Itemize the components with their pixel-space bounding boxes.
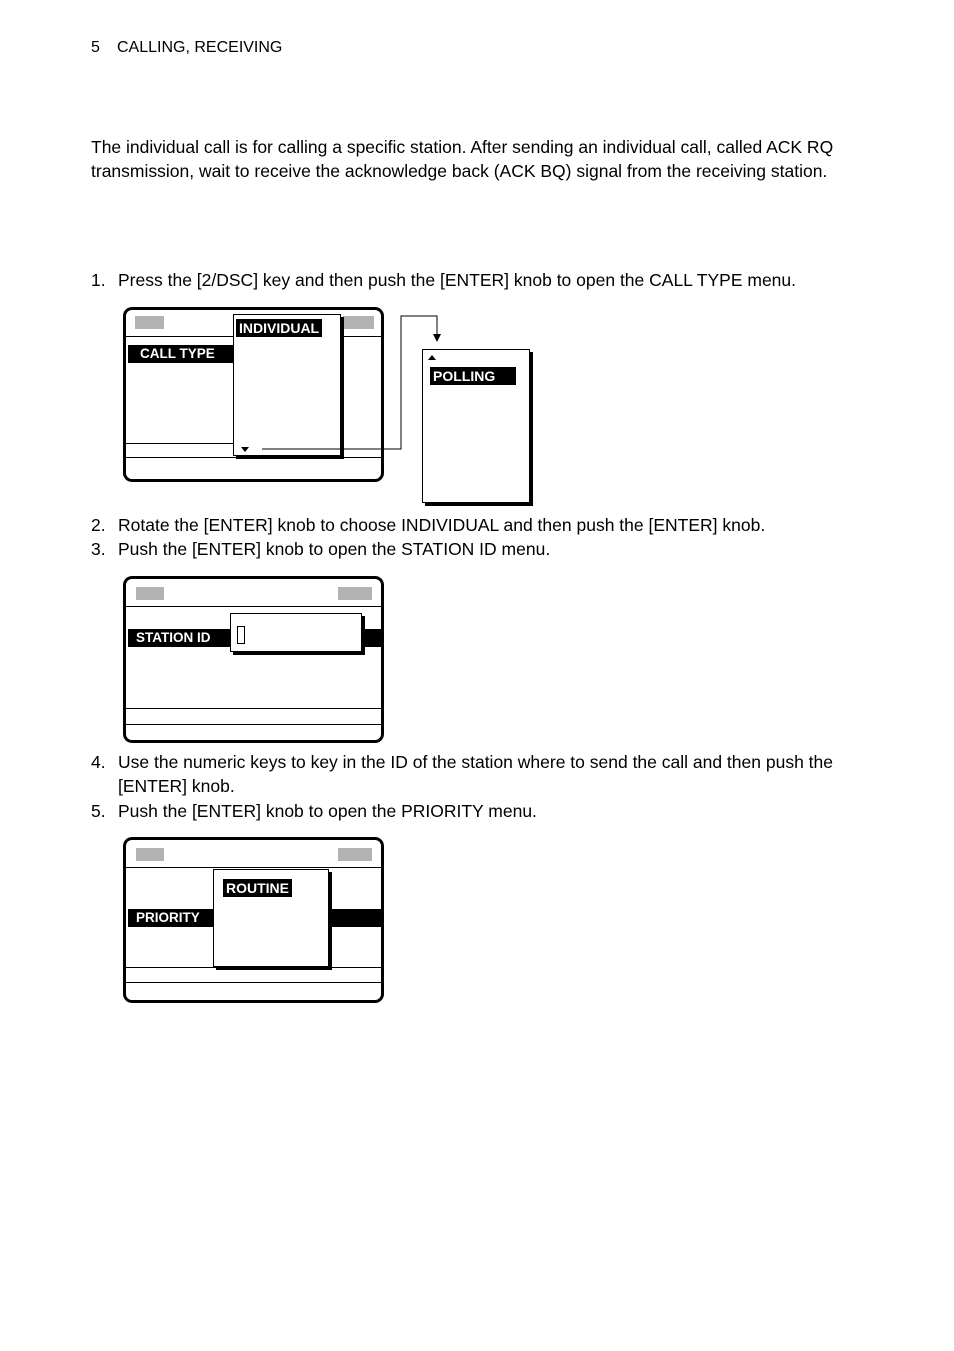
step-number: 2. — [91, 515, 106, 535]
step-number: 1. — [91, 270, 106, 290]
step-text: Press the [2/DSC] key and then push the [ENTER] knob to open the CALL TYPE menu. — [118, 270, 797, 290]
step-text: Use the numeric keys to key in the ID of the station where to send the call and then push the [ENTER] knob. — [118, 752, 833, 796]
divider — [126, 724, 381, 725]
page-header — [91, 39, 282, 57]
step-number: 3. — [91, 539, 106, 559]
priority-popup — [213, 869, 329, 967]
call-type-label: CALL TYPE — [128, 345, 236, 363]
divider — [126, 982, 381, 983]
menu-item-individual[interactable]: INDIVIDUAL — [236, 319, 322, 337]
status-tab-left — [136, 587, 164, 600]
divider — [126, 708, 381, 709]
step-text: Push the [ENTER] knob to open the PRIORITY menu. — [118, 801, 537, 821]
step-number: 5. — [91, 801, 106, 821]
intro-paragraph: The individual call is for calling a specific station. After sending an individual call, called ACK RQ transmission, wait to receive the acknowledge back (ACK BQ) signal from the receiving station. — [91, 137, 834, 181]
status-tab-left — [136, 848, 164, 861]
scroll-up-icon — [428, 355, 436, 360]
chapter-number: 5 — [91, 39, 100, 56]
menu-item-polling[interactable]: POLLING — [430, 367, 516, 385]
priority-label: PRIORITY — [128, 909, 381, 927]
step-text: Push the [ENTER] knob to open the STATION ID menu. — [118, 539, 551, 559]
chapter-title: CALLING, RECEIVING — [117, 39, 283, 56]
divider — [126, 606, 381, 607]
menu-item-routine[interactable]: ROUTINE — [223, 879, 292, 897]
status-tab-right — [338, 848, 372, 861]
step-number: 4. — [91, 752, 106, 772]
station-id-label: STATION ID — [128, 629, 383, 647]
divider — [126, 457, 381, 458]
status-tab-right — [338, 587, 372, 600]
divider — [126, 443, 236, 444]
divider — [126, 967, 381, 968]
scroll-down-icon — [241, 447, 249, 452]
text-cursor — [237, 626, 245, 644]
polling-popup — [422, 349, 530, 503]
divider — [126, 867, 381, 868]
connector-arrow — [250, 312, 450, 454]
step-text: Rotate the [ENTER] knob to choose INDIVIDUAL and then push the [ENTER] knob. — [118, 515, 766, 535]
status-tab-left — [135, 316, 164, 329]
station-id-screen — [123, 576, 384, 743]
station-id-input[interactable] — [230, 613, 362, 652]
